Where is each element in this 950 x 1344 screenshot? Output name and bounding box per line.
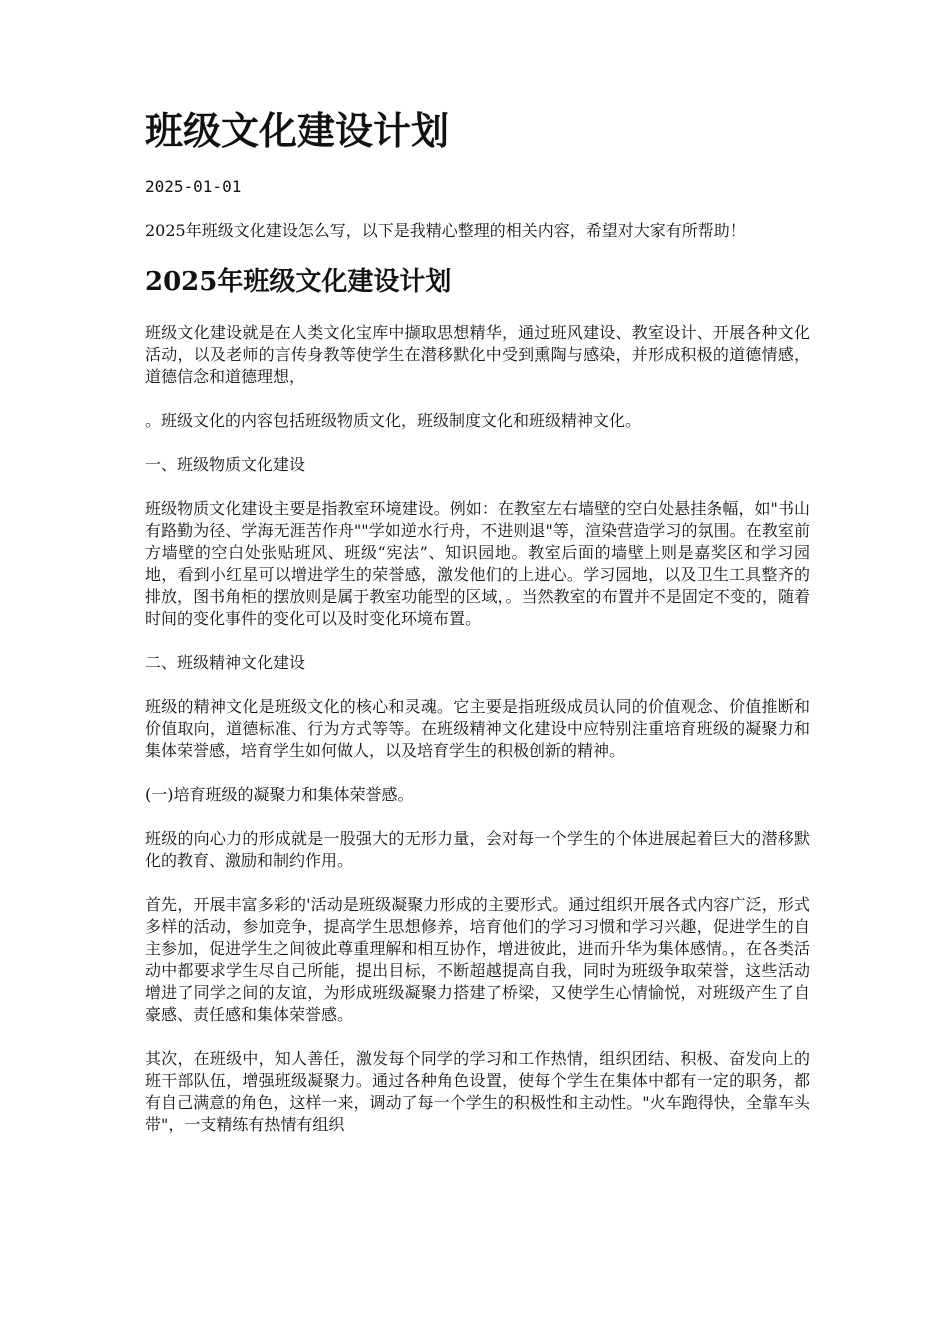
page-title: 班级文化建设计划 [145,108,450,153]
section-heading: 2025年班级文化建设计划 [145,266,452,297]
body-paragraph: 。班级文化的内容包括班级物质文化，班级制度文化和班级精神文化。 [145,411,642,431]
body-paragraph: 班级文化建设就是在人类文化宝库中撷取思想精华，通过班风建设、教室设计、开展各种文化活动，以及老师的言传身教等使学生在潜移默化中受到熏陶与感染，并形成积极的道德情感，道德信念和道德理想， [145,323,810,387]
subsection-heading: 二、班级精神文化建设 [145,653,306,673]
subsection-heading: (一)培育班级的凝聚力和集体荣誉感。 [145,785,414,805]
subsection-heading: 一、班级物质文化建设 [145,455,306,475]
body-paragraph: 班级物质文化建设主要是指教室环境建设。例如：在教室左右墙壁的空白处悬挂条幅，如"书山有路勤为径、学海无涯苦作舟""学如逆水行舟，不进则退"等，渲染营造学习的氛围。在教室前方墙壁的空白处张贴班风、班级“宪法”、知识园地。教室后面的墙壁上则是嘉奖区和学习园地，看到小红星可以增进学生的荣誉感，激发他们的上进心。学习园地，以及卫生工具整齐的排放，图书角柜的摆放则是属于教室功能型的区域，。当然教室的布置并不是固定不变的，随着时间的变化事件的变化可以及时变化环境布置。 [145,499,810,629]
document-page [145,108,810,1158]
intro-paragraph: 2025年班级文化建设怎么写，以下是我精心整理的相关内容，希望对大家有所帮助！ [145,220,746,240]
publish-date: 2025-01-01 [145,176,242,196]
body-paragraph: 班级的精神文化是班级文化的核心和灵魂。它主要是指班级成员认同的价值观念、价值推断和价值取向，道德标准、行为方式等等。在班级精神文化建设中应特别注重培育班级的凝聚力和集体荣誉感，培育学生如何做人，以及培育学生的积极创新的精神。 [145,697,810,761]
body-paragraph: 首先，开展丰富多彩的'活动是班级凝聚力形成的主要形式。通过组织开展各式内容广泛，形式多样的活动，参加竞争，提高学生思想修养，培育他们的学习习惯和学习兴趣，促进学生的自主参加，促进学生之间彼此尊重理解和相互协作，增进彼此，进而升华为集体感情。，在各类活动中都要求学生尽自己所能，提出目标，不断超越提高自我，同时为班级争取荣誉，这些活动增进了同学之间的友谊，为形成班级凝聚力搭建了桥梁，又使学生心情愉悦，对班级产生了自豪感、责任感和集体荣誉感。 [145,895,810,1025]
body-paragraph: 其次，在班级中，知人善任，激发每个同学的学习和工作热情，组织团结、积极、奋发向上的班干部队伍，增强班级凝聚力。通过各种角色设置，使每个学生在集体中都有一定的职务，都有自己满意的角色，这样一来，调动了每一个学生的积极性和主动性。"火车跑得快，全靠车头带"，一支精练有热情有组织 [145,1049,810,1135]
body-paragraph: 班级的向心力的形成就是一股强大的无形力量，会对每一个学生的个体进展起着巨大的潜移默化的教育、激励和制约作用。 [145,829,810,871]
